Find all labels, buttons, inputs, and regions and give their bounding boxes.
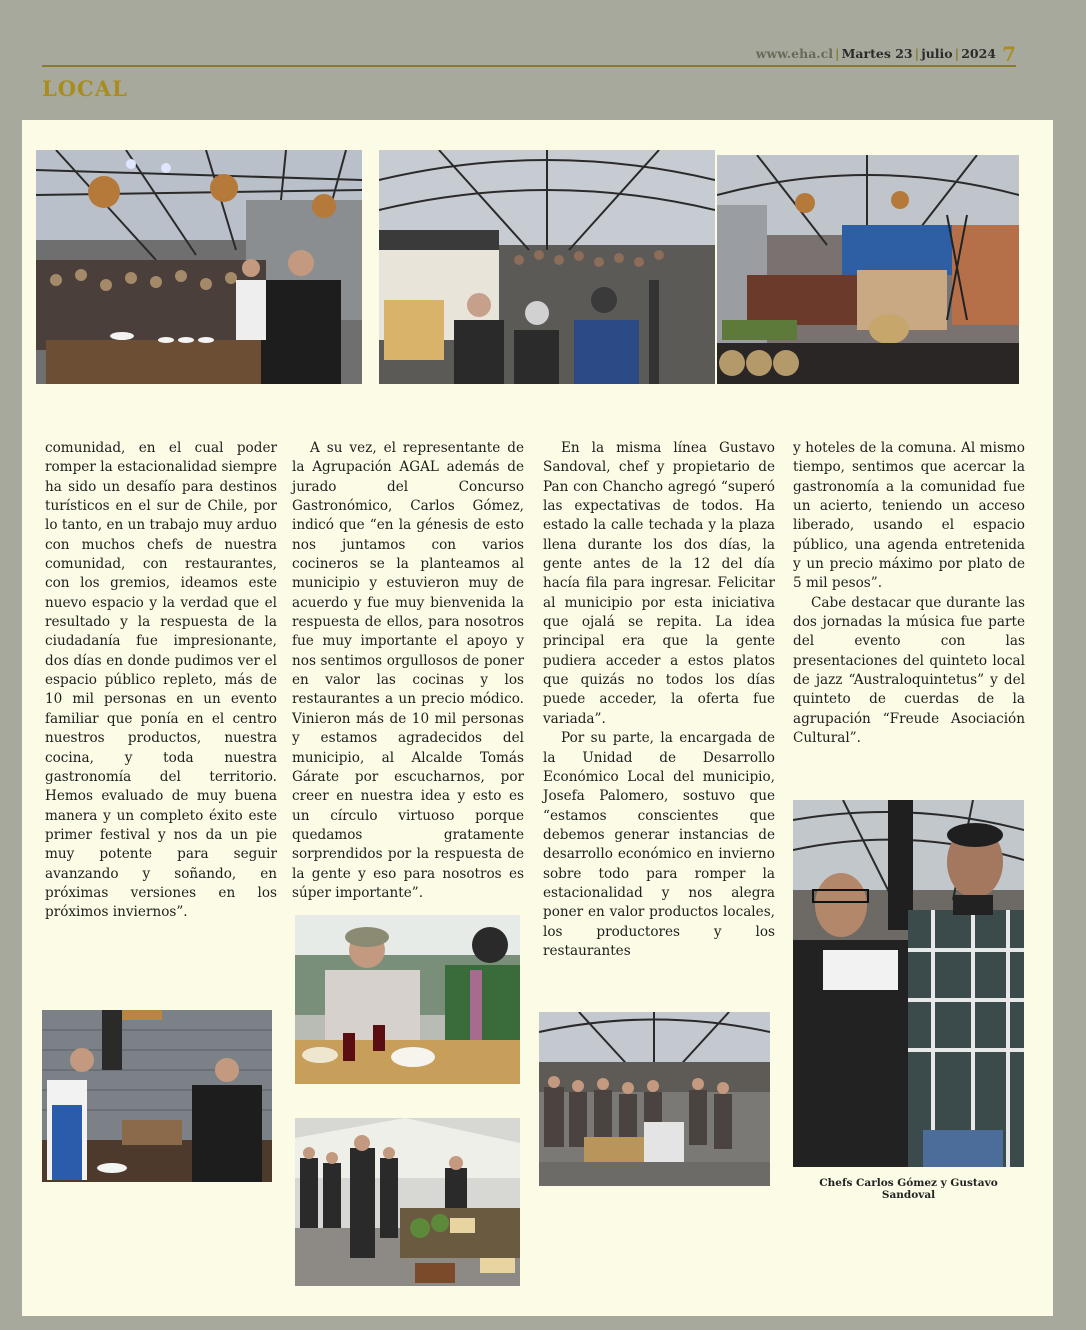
article-paragraph: En la misma línea Gustavo Sandoval, chef y propietario de Pan con Chancho agregó “superó las expectativas de todos. Ha estado la calle techada y la plaza llena durante los dos días, la gente antes de la 12 del día hacía fila para ingresar. Felicitar al municipio por esta iniciativa que ojalá se repita. La idea principal era que la gente pudiera acceder a estos platos que quizás no todos los días puede acceder, la oferta fue variada”.: [543, 440, 775, 727]
header-rule: [42, 65, 1016, 67]
article-paragraph: A su vez, el representante de la Agrupación AGAL además de jurado del Concurso Gastronómico, Carlos Gómez, indicó que “en la génesis de esto nos juntamos con varios cocineros se la planteamos al municipio y estuvieron muy de acuerdo y fue muy bienvenida la respuesta de ellos, para nosotros fue muy importante el apoyo y nos sentimos orgullosos de poner en valor las cocinas y los restaurantes a un precio módico. Vinieron más de 10 mil personas y estamos agradecidos del municipio, al Alcalde Tomás Gárate por escucharnos, por creer en nuestra idea y esto es un círculo virtuoso porque quedamos gratamente sorprendidos por la respuesta de la gente y eso para nosotros es súper importante”.: [292, 440, 524, 901]
article-column-4: [793, 439, 1025, 749]
article-paragraph: y hoteles de la comuna. Al mismo tiempo, sentimos que acercar la gastronomía a la comunidad fue un acierto, teniendo un acceso liberado, usando el espacio público, una agenda entretenida y un precio máximo por plato de 5 mil pesos”.: [793, 440, 1025, 592]
masthead-url[interactable]: www.eha.cl: [755, 46, 834, 61]
article-paragraph: Por su parte, la encargada de la Unidad de Desarrollo Económico Local del municipio, Josefa Palomero, sostuvo que “estamos conscientes que debemos generar instancias de desarrollo económico en invierno sobre todo para romper la estacionalidad y nos alegra poner en valor productos locales, los productores y los restaurantes: [543, 730, 775, 959]
section-title: LOCAL: [42, 76, 128, 101]
article-paragraph: comunidad, en el cual poder romper la estacionalidad siempre ha sido un desafío para destinos turísticos en el sur de Chile, por lo tanto, en un trabajo muy arduo con muchos chefs de nuestra comunidad, con restaurantes, con los gremios, ideamos este nuevo espacio y la verdad que el resultado y la respuesta de la ciudadanía fue impresionante, dos días en donde pudimos ver el espacio público repleto, más de 10 mil personas en un evento familiar que ponía en el centro nuestros productos, nuestra cocina, y toda nuestra gastronomía del territorio. Hemos evaluado de muy buena manera y un completo éxito este primer festival y nos da un pie muy potente para seguir avanzando y soñando, en próximas versiones en los próximos inviernos”.: [45, 440, 277, 921]
article-paragraph: Cabe destacar que durante las dos jornadas la música fue parte del evento con las presentaciones del quinteto local de jazz “Australoquintetus” y del quinteto de cuerdas de la agrupación “Freude Asociación Cultural”.: [793, 594, 1025, 747]
masthead-year: 2024: [961, 46, 996, 61]
page-number: 7: [1002, 42, 1016, 66]
photo-caption: Chefs Carlos Gómez y Gustavo Sandoval: [819, 1177, 998, 1201]
masthead-day: Martes 23: [841, 46, 913, 61]
photo-tent-food-stalls: [295, 1118, 520, 1286]
photo-chefs-portrait: [793, 800, 1024, 1167]
masthead: www.eha.cl | Martes 23 | julio | 2024: [755, 46, 996, 61]
photo-crowd-tables: [539, 1012, 770, 1186]
photo-stage-pumpkin: [717, 155, 1019, 384]
article-column-1: [45, 439, 277, 923]
photo-chef-cooking: [42, 1010, 272, 1182]
article-column-2: [292, 439, 524, 903]
article-column-3: [543, 439, 775, 961]
photo-market-hall-chefs: [36, 150, 362, 384]
photo-food-stalls-crowd: [379, 150, 715, 384]
masthead-month: julio: [921, 46, 953, 61]
photo-couple-eating: [295, 915, 520, 1084]
